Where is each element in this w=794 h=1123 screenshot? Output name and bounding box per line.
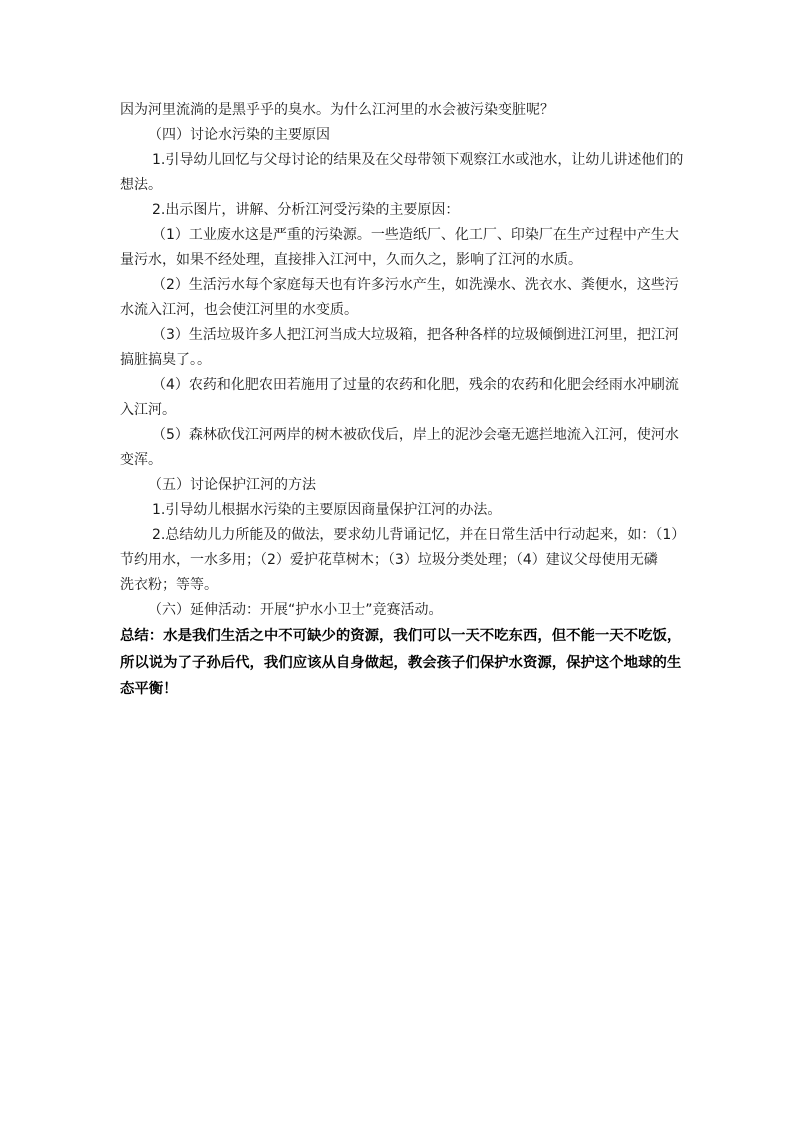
- list-item-5-2: 2.总结幼儿力所能及的做法，要求幼儿背诵记忆，并在日常生活中行动起来，如：（1）: [152, 527, 686, 543]
- cause-5: （5）森林砍伐江河两岸的树木被砍伐后，岸上的泥沙会毫无遮拦地流入江河，使河水: [152, 427, 679, 443]
- summary-line-3: 态平衡！: [120, 681, 178, 697]
- cause-5-cont: 变浑。: [120, 452, 162, 468]
- cause-3: （3）生活垃圾许多人把江河当成大垃圾箱，把各种各样的垃圾倾倒进江河里，把江河: [152, 327, 679, 343]
- list-item-4-1: 1.引导幼儿回忆与父母讨论的结果及在父母带领下观察江水或池水，让幼儿讲述他们的: [152, 152, 684, 168]
- list-item-4-1-cont: 想法。: [120, 177, 162, 193]
- paragraph-continuation: 因为河里流淌的是黑乎乎的臭水。为什么江河里的水会被污染变脏呢？: [120, 102, 554, 118]
- summary-line-1: 总结：水是我们生活之中不可缺少的资源，我们可以一天不吃东西，但不能一天不吃饭，: [120, 628, 682, 644]
- cause-1-cont: 量污水，如果不经处理，直接排入江河中，久而久之，影响了江河的水质。: [120, 252, 582, 268]
- cause-1: （1）工业废水这是严重的污染源。一些造纸厂、化工厂、印染厂在生产过程中产生大: [152, 227, 679, 243]
- list-item-4-2: 2.出示图片，讲解、分析江河受污染的主要原因：: [152, 202, 460, 218]
- cause-3-cont: 搞脏搞臭了。。: [120, 352, 211, 368]
- cause-2-cont: 水流入江河，也会使江河里的水变质。: [120, 302, 358, 318]
- list-item-5-1: 1.引导幼儿根据水污染的主要原因商量保护江河的办法。: [152, 502, 502, 518]
- cause-4-cont: 入江河。: [120, 402, 176, 418]
- list-item-5-2-cont: 节约用水，一水多用；（2）爱护花草树木；（3）垃圾分类处理；（4）建议父母使用无磷: [120, 552, 658, 568]
- section-heading-4: （四）讨论水污染的主要原因: [148, 127, 330, 143]
- summary-line-2: 所以说为了子孙后代，我们应该从自身做起，教会孩子们保护水资源，保护这个地球的生: [120, 654, 682, 671]
- cause-4: （4）农药和化肥农田若施用了过量的农药和化肥，残余的农药和化肥会经雨水冲刷流: [152, 377, 679, 393]
- cause-2: （2）生活污水每个家庭每天也有许多污水产生，如洗澡水、洗衣水、粪便水，这些污: [152, 277, 679, 293]
- section-heading-5: （五）讨论保护江河的方法: [148, 477, 316, 493]
- section-heading-6: （六）延伸活动：开展“护水小卫士”竞赛活动。: [148, 602, 443, 618]
- list-item-5-2-end: 洗衣粉；等等。: [120, 577, 218, 593]
- document-page: [120, 98, 686, 703]
